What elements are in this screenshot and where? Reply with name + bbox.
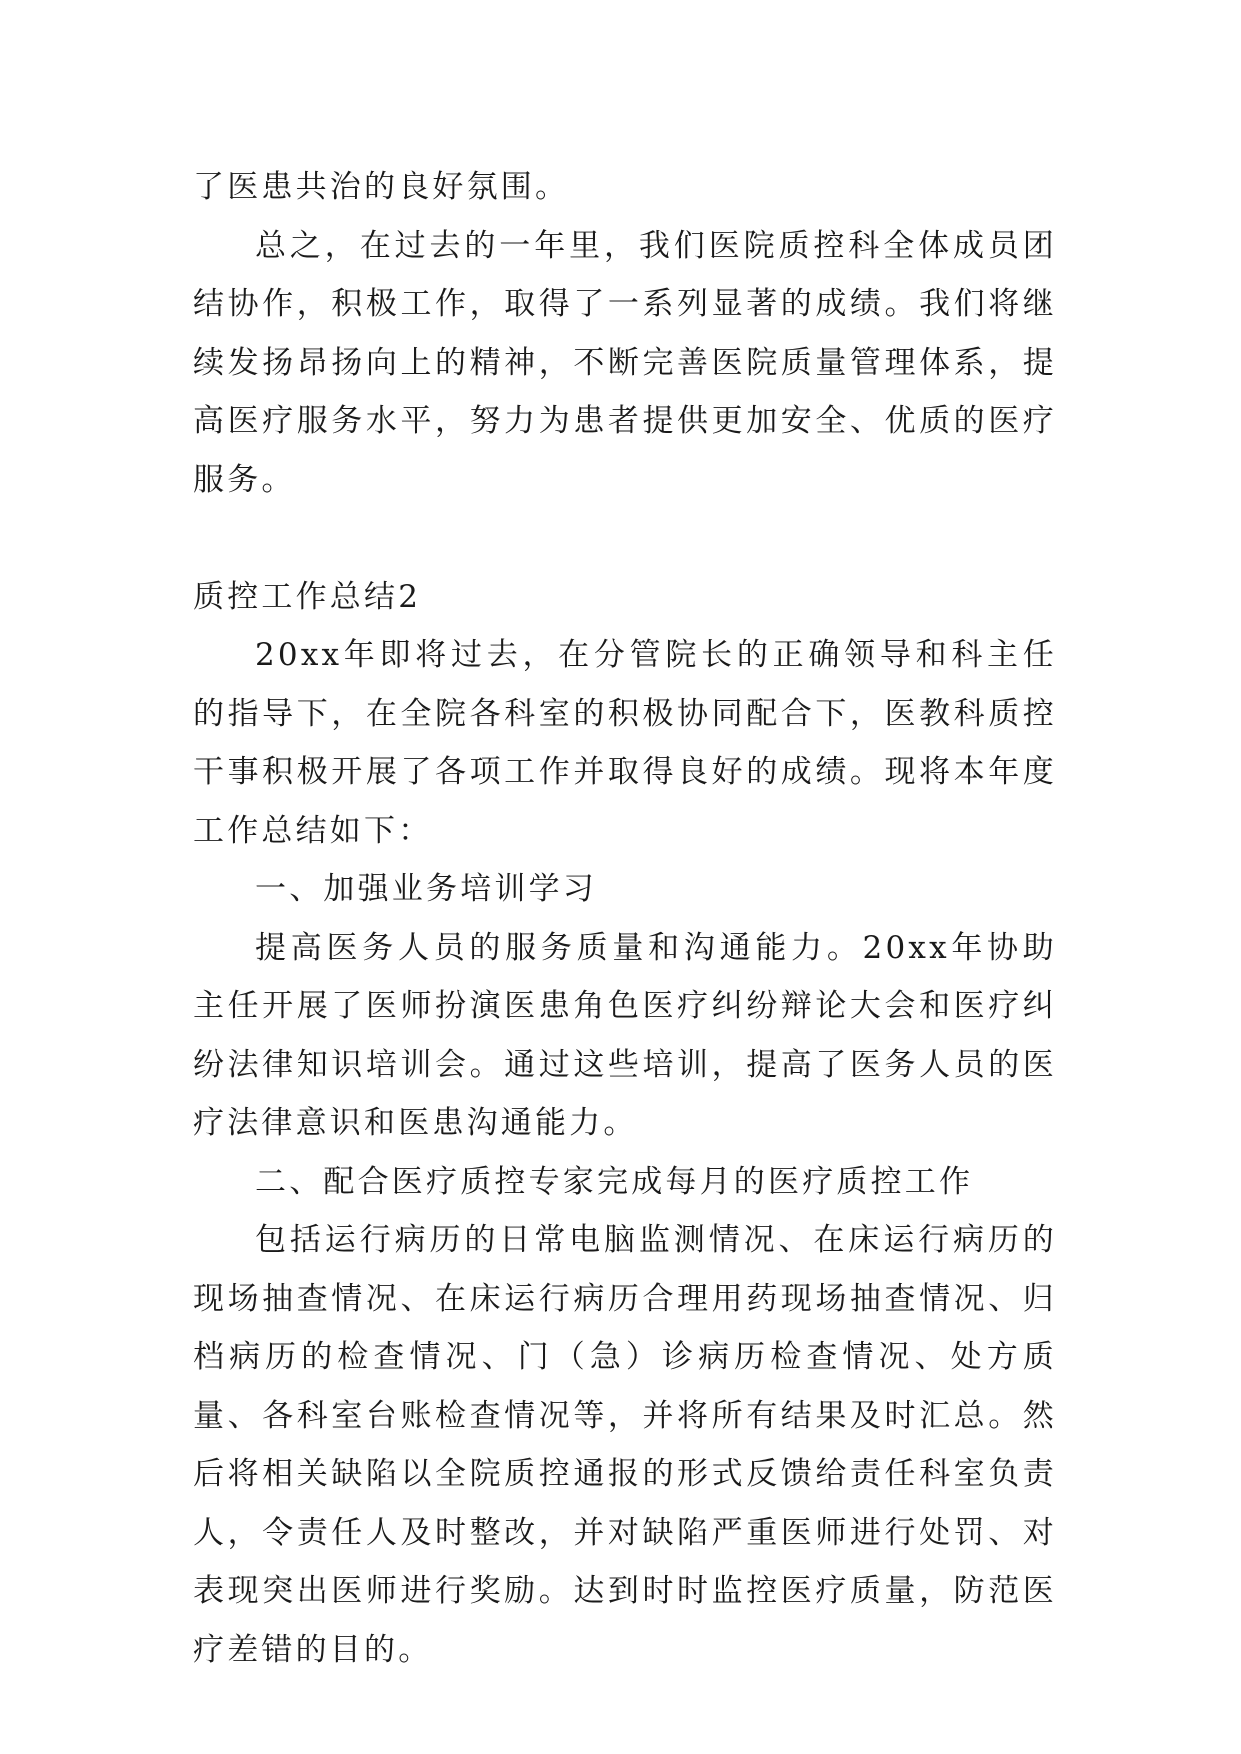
paragraph-quality-control: 包括运行病历的日常电脑监测情况、在床运行病历的现场抽查情况、在床运行病历合理用药现场抽查情况、归档病历的检查情况、门（急）诊病历检查情况、处方质量、各科室台账检查情况等，并将所有结果及时汇总。然后将相关缺陷以全院质控通报的形式反馈给责任科室负责人，令责任人及时整改，并对缺陷严重医师进行处罚、对表现突出医师进行奖励。达到时时监控医疗质量，防范医疗差错的目的。 [193,1222,1057,1668]
paragraph-summary: 总之，在过去的一年里，我们医院质控科全体成员团结协作，积极工作，取得了一系列显著的成绩。我们将继续发扬昂扬向上的精神，不断完善医院质量管理体系，提高医疗服务水平，努力为患者提供更加安全、优质的医疗服务。 [193,227,1057,498]
paragraph-training: 提高医务人员的服务质量和沟通能力。20xx年协助主任开展了医师扮演医患角色医疗纠纷辩论大会和医疗纠纷法律知识培训会。通过这些培训，提高了医务人员的医疗法律意识和医患沟通能力。 [193,929,1057,1141]
section-title: 质控工作总结2 [193,578,422,615]
document-body [193,158,1057,1679]
subheading-quality-control: 二、配合医疗质控专家完成每月的医疗质控工作 [255,1163,974,1200]
paragraph-continuation: 了医患共治的良好氛围。 [193,169,570,205]
subheading-training: 一、加强业务培训学习 [255,871,597,907]
paragraph-intro: 20xx年即将过去，在分管院长的正确领导和科主任的指导下，在全院各科室的积极协同配合下，医教科质控干事积极开展了各项工作并取得良好的成绩。现将本年度工作总结如下： [193,637,1057,849]
